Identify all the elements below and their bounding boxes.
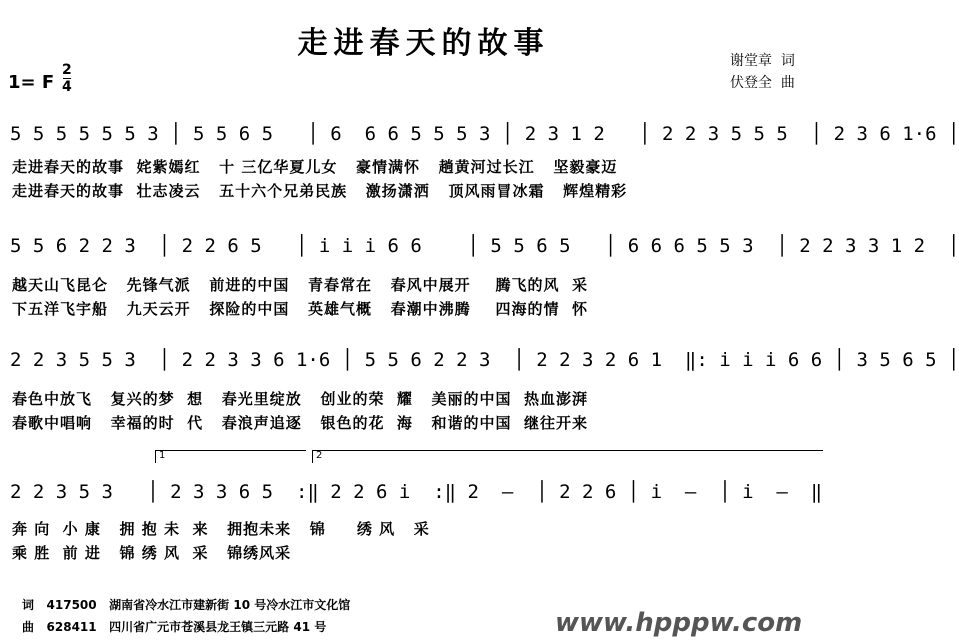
song-title: 走进春天的故事 <box>297 26 550 61</box>
lyric-row-3-verse-2: 春歌中唱响 幸福的时 代 春浪声追逐 银色的花 海 和谐的中国 继往开来 <box>12 414 589 432</box>
composer-credit: 伏登全 曲 <box>730 75 795 91</box>
lyric-row-2-verse-1: 越天山飞昆仑 先锋气派 前进的中国 青春常在 春风中展开 腾飞的风 采 <box>12 276 589 294</box>
credits <box>730 50 795 94</box>
notation-row-1 <box>10 118 959 150</box>
volta-first-label: 1 <box>159 450 166 461</box>
notation-row-4 <box>10 476 825 508</box>
volta-second-ending <box>312 450 823 463</box>
volta-second-label: 2 <box>316 450 323 461</box>
lyric-row-3-verse-1: 春色中放飞 复兴的梦 想 春光里绽放 创业的荣 耀 美丽的中国 热血澎湃 <box>12 390 589 408</box>
composer-address: 曲 628411 四川省广元市苍溪县龙王镇三元路 41 号 <box>22 620 327 634</box>
lyric-row-4-verse-2: 乘 胜 前 进 锦 绣 风 采 锦绣风采 <box>12 544 292 562</box>
lyric-row-4-verse-1: 奔 向 小 康 拥 抱 未 来 拥抱未来 锦 绣 风 采 <box>12 520 430 538</box>
notes-row-4: 2 2 3 5 3 │ 2 3 3 6 5 :‖ 2 2 6 i :‖ 2 – │ 2 2 6 │ i – │ i – ‖ <box>10 481 823 503</box>
volta-first-ending <box>155 450 306 463</box>
lyricist-credit: 谢堂章 词 <box>730 53 795 69</box>
lyricist-address: 词 417500 湖南省冷水江市建新街 10 号冷水江市文化馆 <box>22 598 351 612</box>
lyric-row-1-verse-2: 走进春天的故事 壮志凌云 五十六个兄弟民族 激扬潇洒 顶风雨冒冰霜 辉煌精彩 <box>12 182 628 200</box>
meter-top: 2 <box>62 62 72 78</box>
meter-bottom: 4 <box>62 79 72 95</box>
site-watermark: www.hpppw.com <box>555 608 803 638</box>
lyric-row-2-verse-2: 下五洋飞宇船 九天云开 探险的中国 英雄气概 春潮中沸腾 四海的情 怀 <box>12 300 589 318</box>
lyric-row-1-verse-1: 走进春天的故事 姹紫嫣红 十 三亿华夏儿女 豪情满怀 趟黄河过长江 坚毅豪迈 <box>12 158 618 176</box>
notes-row-3: 2 2 3 5 5 3 │ 2 2 3 3 6 1·6 │ 5 5 6 2 2 3 │ 2 2 3 2 6 1 ‖: i i i 6 6 │ 3 5 6 5 │ <box>10 349 959 371</box>
notation-row-2 <box>10 230 959 262</box>
notes-row-2: 5 5 6 2 2 3 │ 2 2 6 5 │ i i i 6 6 │ 5 5 6 5 │ 6 6 6 5 5 3 │ 2 2 3 3 1 2 │ <box>10 235 959 257</box>
notation-row-3 <box>10 344 959 376</box>
key-signature: 1= F <box>8 72 55 93</box>
notes-row-1: 5 5 5 5 5 5 3 │ 5 5 6 5 │ 6 6 6 5 5 5 3 │ 2 3 1 2 │ 2 2 3 5 5 5 │ 2 3 6 1·6 │ <box>10 123 959 145</box>
time-signature <box>62 62 72 95</box>
